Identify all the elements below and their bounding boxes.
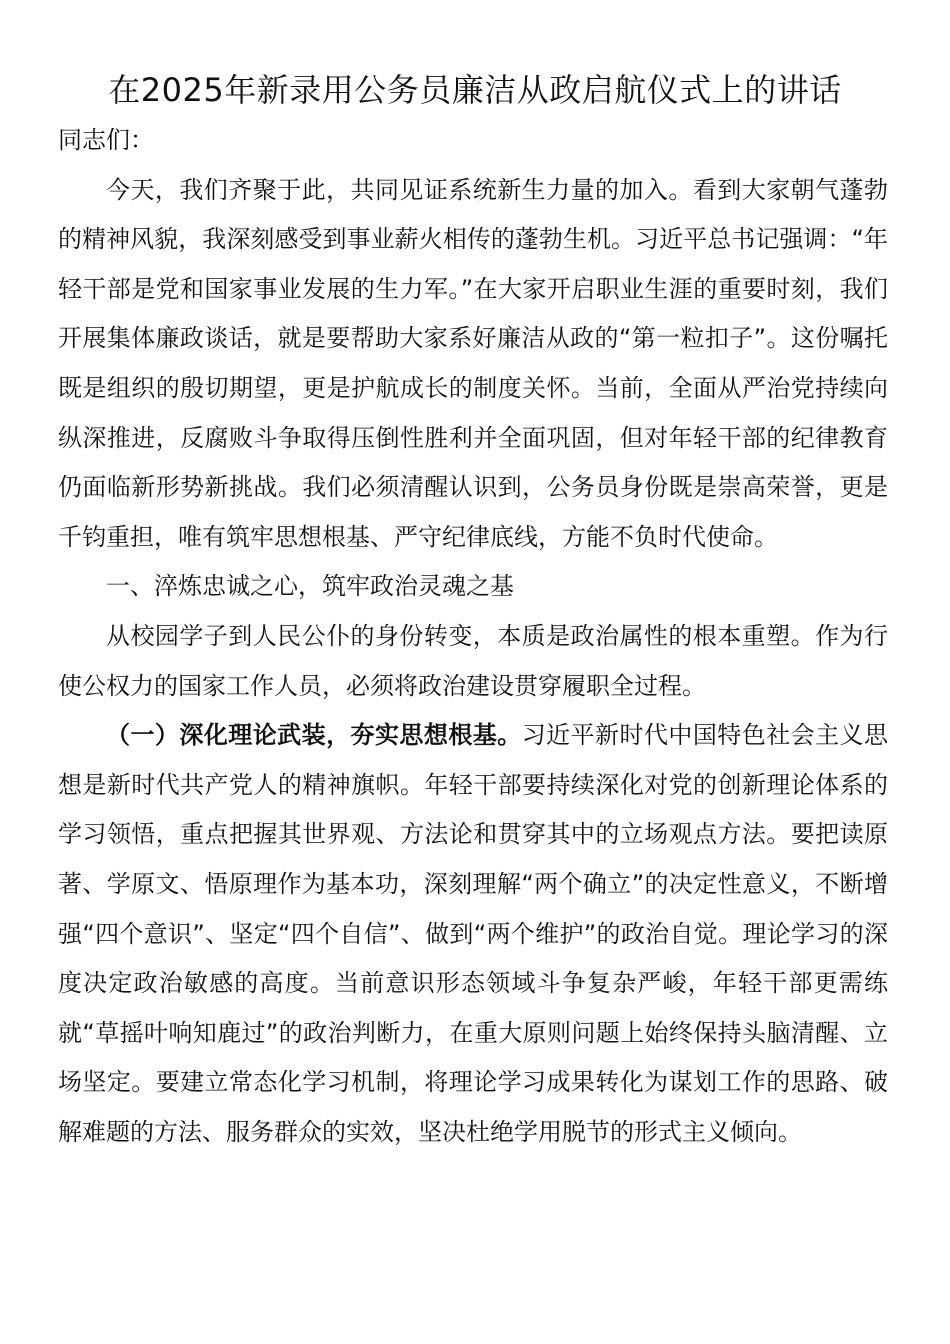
subsection-1-paragraph bbox=[58, 711, 888, 1157]
document-title: 在2025年新录用公务员廉洁从政启航仪式上的讲话 bbox=[108, 71, 842, 109]
section-1-intro-paragraph: 从校园学子到人民公仆的身份转变，本质是政治属性的根本重塑。作为行使公权力的国家工作人员，必须将政治建设贯穿履职全过程。 bbox=[58, 621, 888, 700]
subsection-1-body: 习近平新时代中国特色社会主义思想是新时代共产党人的精神旗帜。年轻干部要持续深化对党的创新理论体系的学习领悟，重点把握其世界观、方法论和贯穿其中的立场观点方法。要把读原著、学原文、悟原理作为基本功，深刻理解“两个确立”的决定性意义，不断增强“四个意识”、坚定“四个自信”、做到“两个维护”的政治自觉。理论学习的深度决定政治敏感的高度。当前意识形态领域斗争复杂严峻，年轻干部更需练就“草摇叶响知鹿过”的政治判断力，在重大原则问题上始终保持头脑清醒、立场坚定。要建立常态化学习机制，将理论学习成果转化为谋划工作的思路、破解难题的方法、服务群众的实效，坚决杜绝学用脱节的形式主义倾向。 bbox=[58, 721, 889, 1146]
subsection-1-heading: （一）深化理论武装，夯实思想根基。 bbox=[106, 721, 522, 750]
intro-paragraph: 今天，我们齐聚于此，共同见证系统新生力量的加入。看到大家朝气蓬勃的精神风貌，我深刻感受到事业薪火相传的蓬勃生机。习近平总书记强调：“年轻干部是党和国家事业发展的生力军。”在大家开启职业生涯的重要时刻，我们开展集体廉政谈话，就是要帮助大家系好廉洁从政的“第一粒扣子”。这份嘱托既是组织的殷切期望，更是护航成长的制度关怀。当前，全面从严治党持续向纵深推进，反腐败斗争取得压倒性胜利并全面巩固，但对年轻干部的纪律教育仍面临新形势新挑战。我们必须清醒认识到，公务员身份既是崇高荣誉，更是千钧重担，唯有筑牢思想根基、严守纪律底线，方能不负时代使命。 bbox=[58, 175, 888, 551]
salutation: 同志们： bbox=[58, 126, 154, 154]
section-heading-1: 一、淬炼忠诚之心，筑牢政治灵魂之基 bbox=[106, 572, 514, 601]
document-body bbox=[58, 116, 888, 1157]
